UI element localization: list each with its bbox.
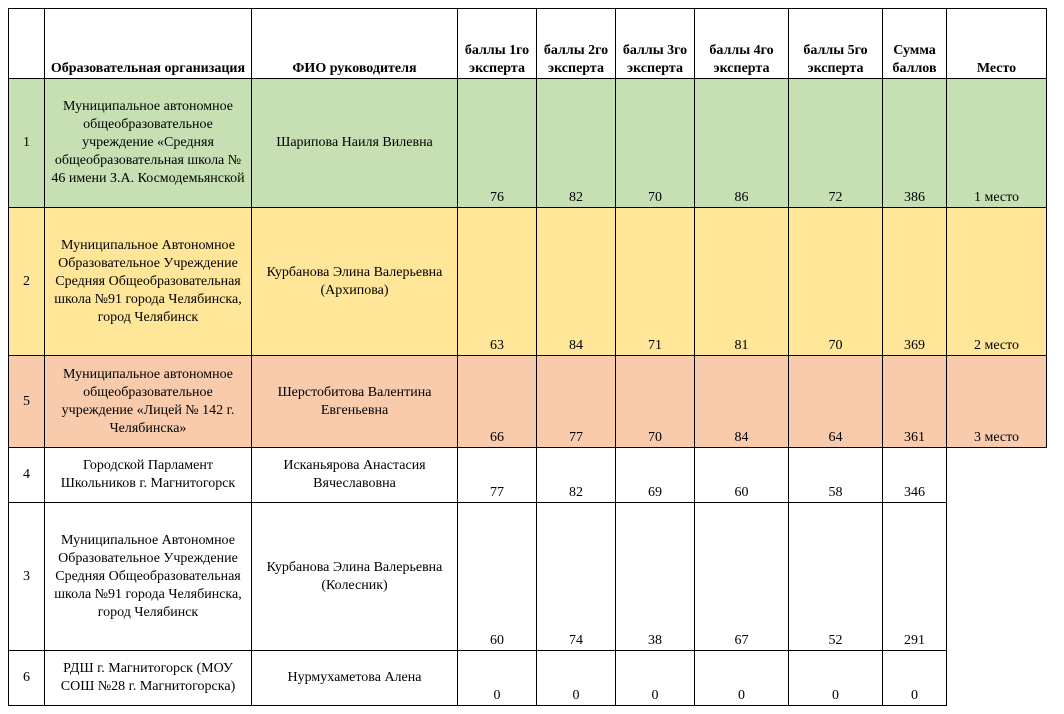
row-sum: 0 <box>883 651 947 706</box>
row-expert-3: 70 <box>616 79 695 208</box>
row-expert-2: 84 <box>537 208 616 356</box>
row-expert-2: 0 <box>537 651 616 706</box>
header-sum: Сумма баллов <box>883 9 947 79</box>
row-org: Муниципальное Автономное Образовательное Учреждение Средняя Общеобразовательная школа №91 города Челябинска, город Челябинск <box>45 208 252 356</box>
row-head: Исканьярова Анастасия Вячеславовна <box>252 448 458 503</box>
row-place <box>947 651 1047 706</box>
row-head: Нурмухаметова Алена <box>252 651 458 706</box>
table-row <box>9 448 1047 503</box>
row-sum: 346 <box>883 448 947 503</box>
header-num <box>9 9 45 79</box>
row-expert-2: 74 <box>537 503 616 651</box>
row-expert-2: 82 <box>537 448 616 503</box>
row-expert-4: 84 <box>695 356 789 448</box>
row-sum: 361 <box>883 356 947 448</box>
row-expert-5: 0 <box>789 651 883 706</box>
row-expert-2: 82 <box>537 79 616 208</box>
row-head: Шарипова Наиля Вилевна <box>252 79 458 208</box>
row-expert-4: 81 <box>695 208 789 356</box>
row-expert-5: 64 <box>789 356 883 448</box>
header-row <box>9 9 1047 79</box>
header-org: Образовательная организация <box>45 9 252 79</box>
row-expert-3: 69 <box>616 448 695 503</box>
row-expert-3: 0 <box>616 651 695 706</box>
row-place <box>947 503 1047 651</box>
row-head: Курбанова Элина Валерьевна (Архипова) <box>252 208 458 356</box>
row-place: 1 место <box>947 79 1047 208</box>
header-expert-3: баллы 3го эксперта <box>616 9 695 79</box>
header-expert-4: баллы 4го эксперта <box>695 9 789 79</box>
row-expert-1: 76 <box>458 79 537 208</box>
row-head: Шерстобитова Валентина Евгеньевна <box>252 356 458 448</box>
row-expert-3: 71 <box>616 208 695 356</box>
row-org: Городской Парламент Школьников г. Магнитогорск <box>45 448 252 503</box>
table-row <box>9 651 1047 706</box>
row-expert-2: 77 <box>537 356 616 448</box>
row-num: 2 <box>9 208 45 356</box>
header-expert-1: баллы 1го эксперта <box>458 9 537 79</box>
results-table <box>8 8 1047 706</box>
row-num: 3 <box>9 503 45 651</box>
row-head: Курбанова Элина Валерьевна (Колесник) <box>252 503 458 651</box>
row-sum: 386 <box>883 79 947 208</box>
row-place: 2 место <box>947 208 1047 356</box>
table-row <box>9 503 1047 651</box>
row-expert-1: 66 <box>458 356 537 448</box>
row-expert-1: 63 <box>458 208 537 356</box>
row-sum: 369 <box>883 208 947 356</box>
row-expert-1: 60 <box>458 503 537 651</box>
table-row <box>9 208 1047 356</box>
table-row <box>9 79 1047 208</box>
header-place: Место <box>947 9 1047 79</box>
row-org: РДШ г. Магнитогорск (МОУ СОШ №28 г. Магнитогорска) <box>45 651 252 706</box>
header-head: ФИО руководителя <box>252 9 458 79</box>
row-expert-1: 77 <box>458 448 537 503</box>
row-sum: 291 <box>883 503 947 651</box>
row-num: 1 <box>9 79 45 208</box>
row-place <box>947 448 1047 503</box>
row-num: 6 <box>9 651 45 706</box>
row-org: Муниципальное автономное общеобразовательное учреждение «Лицей № 142 г. Челябинска» <box>45 356 252 448</box>
row-expert-3: 70 <box>616 356 695 448</box>
row-num: 5 <box>9 356 45 448</box>
row-expert-5: 52 <box>789 503 883 651</box>
row-expert-4: 67 <box>695 503 789 651</box>
row-org: Муниципальное Автономное Образовательное Учреждение Средняя Общеобразовательная школа №91 города Челябинска, город Челябинск <box>45 503 252 651</box>
header-expert-5: баллы 5го эксперта <box>789 9 883 79</box>
row-expert-5: 70 <box>789 208 883 356</box>
row-expert-3: 38 <box>616 503 695 651</box>
row-expert-4: 0 <box>695 651 789 706</box>
table-row <box>9 356 1047 448</box>
row-expert-4: 86 <box>695 79 789 208</box>
row-expert-5: 72 <box>789 79 883 208</box>
row-place: 3 место <box>947 356 1047 448</box>
row-expert-1: 0 <box>458 651 537 706</box>
row-num: 4 <box>9 448 45 503</box>
row-org: Муниципальное автономное общеобразовательное учреждение «Средняя общеобразовательная школа № 46 имени З.А. Космодемьянской <box>45 79 252 208</box>
header-expert-2: баллы 2го эксперта <box>537 9 616 79</box>
row-expert-4: 60 <box>695 448 789 503</box>
row-expert-5: 58 <box>789 448 883 503</box>
